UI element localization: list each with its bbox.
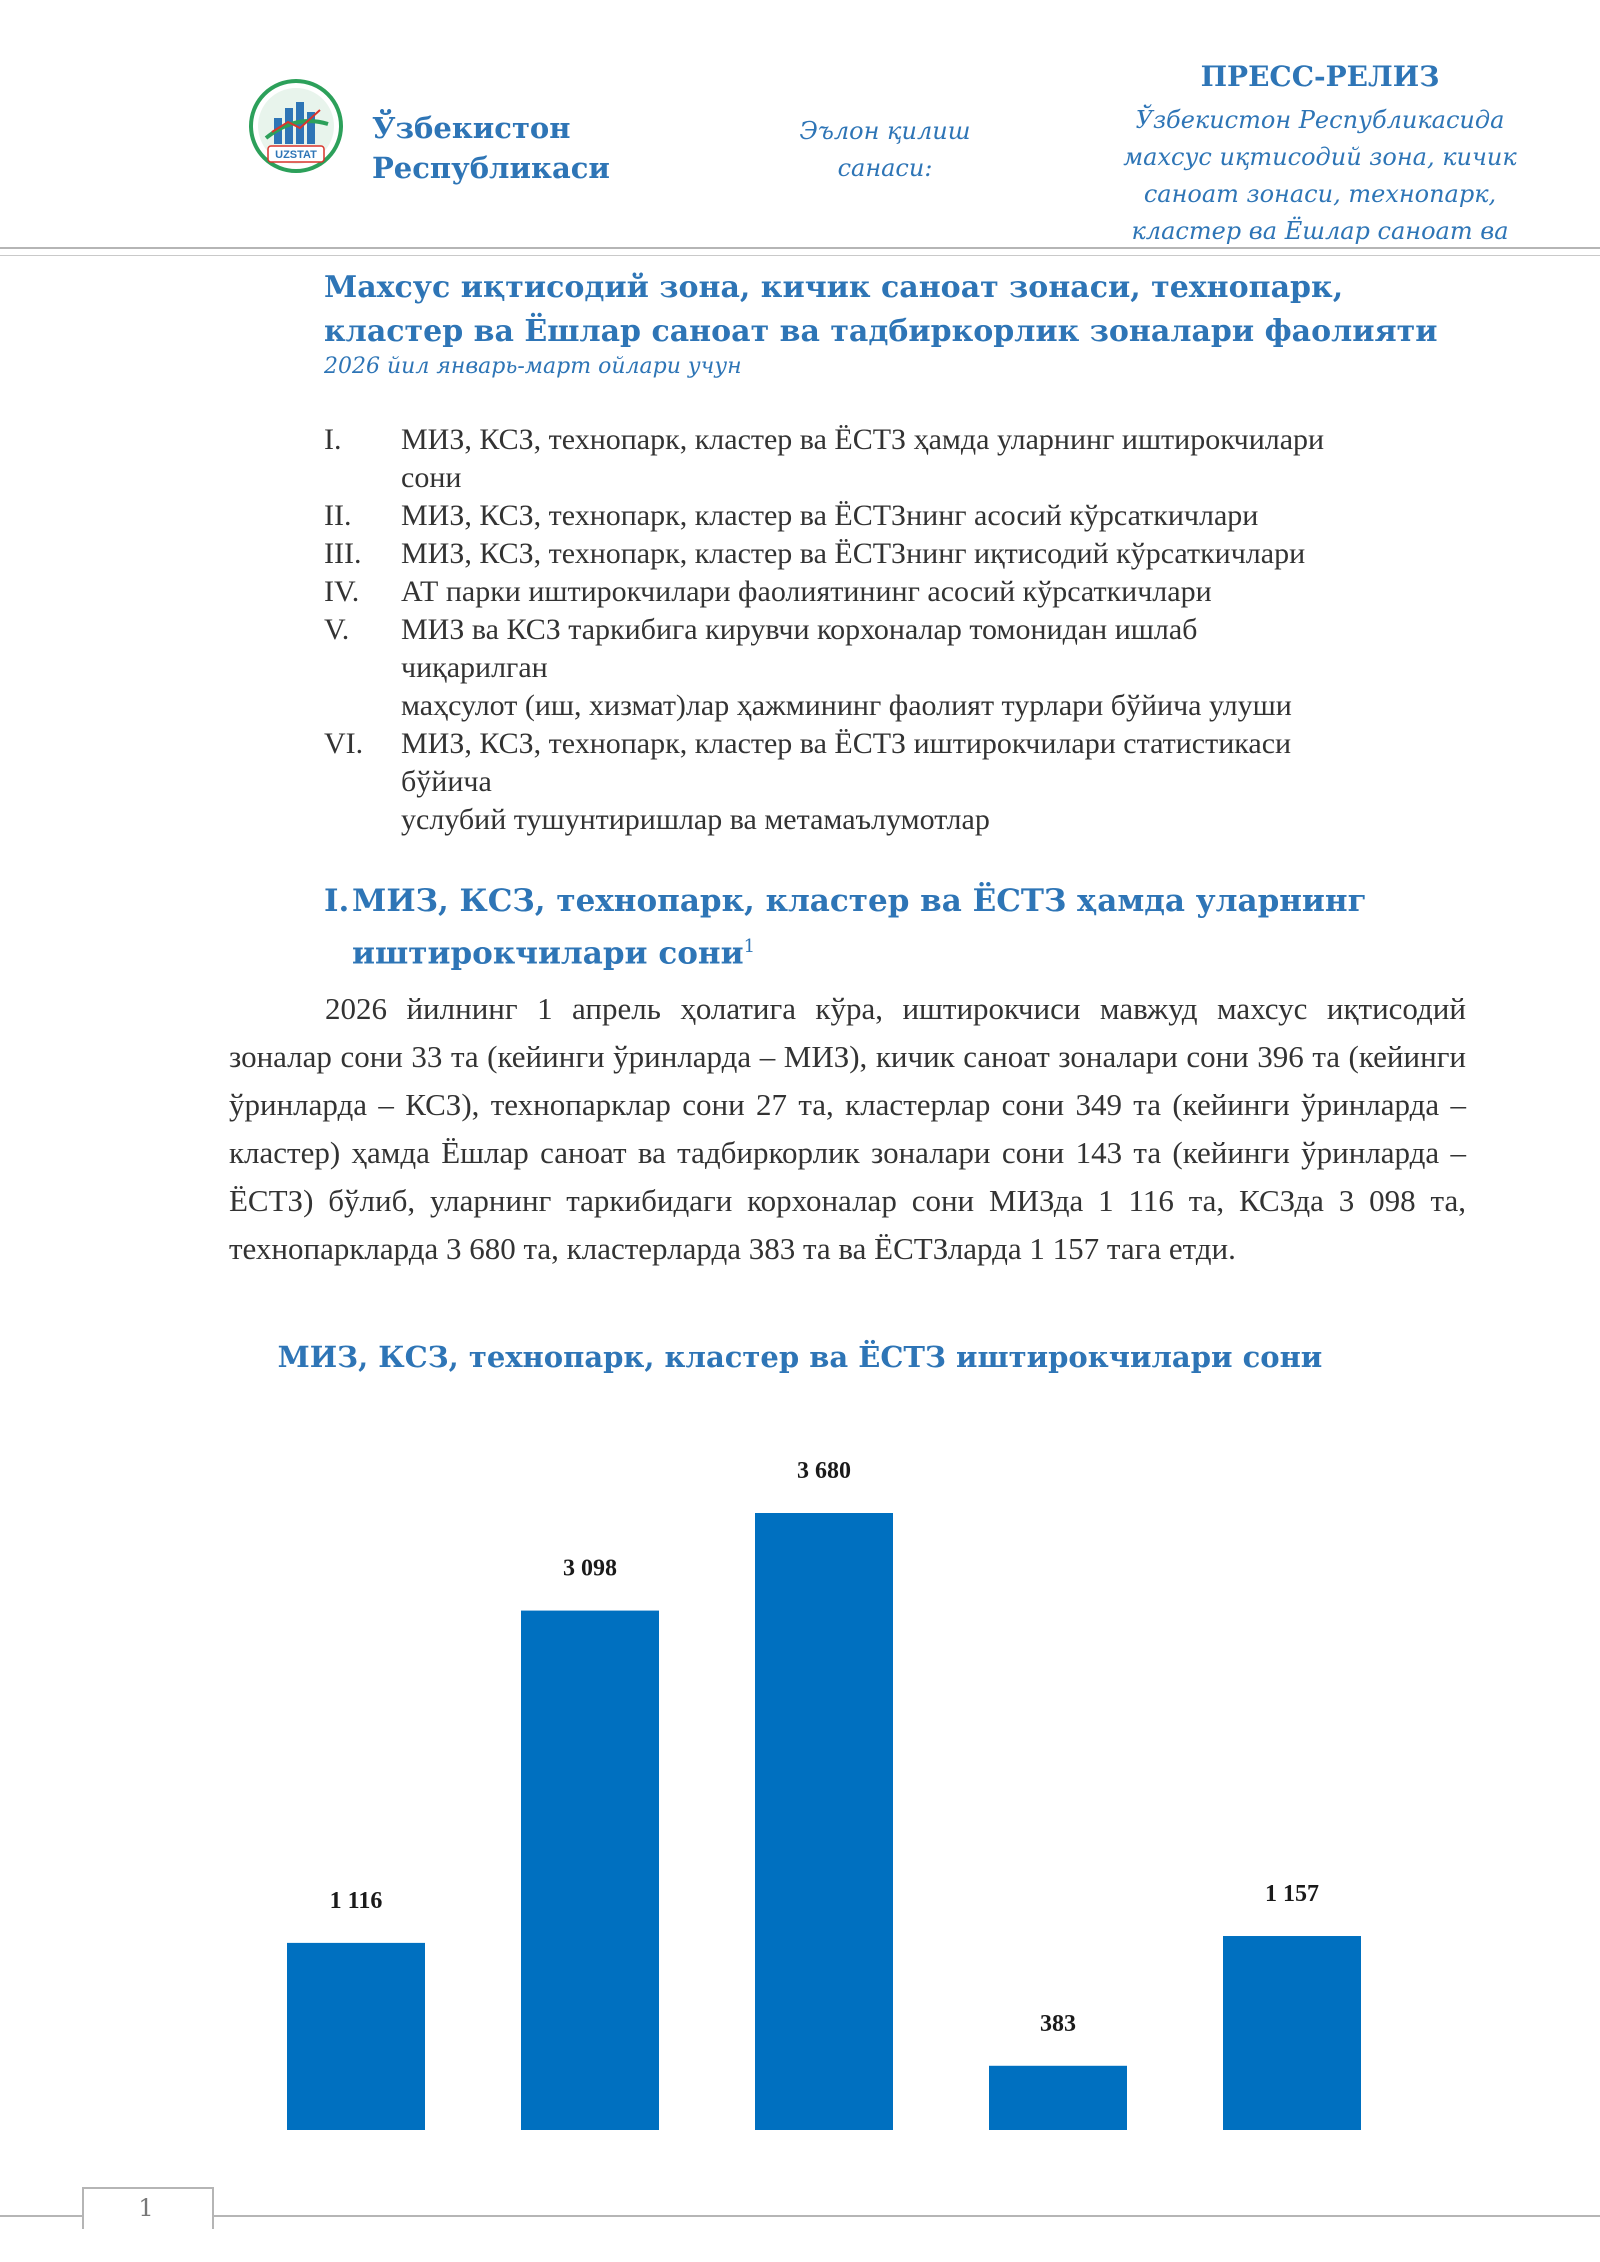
footer-divider [0,2215,1600,2217]
organization-name [372,108,612,188]
toc-item [324,573,1454,611]
toc-item-text [401,725,1454,839]
chart-bar [989,2066,1127,2130]
announcement-line-2: санаси: [837,154,933,182]
toc-item-line: услубий тушунтиришлар ва метамаълумотлар [401,803,990,836]
chart-bar [287,1943,425,2130]
toc-item-line: бўйича [401,765,492,798]
toc-item-text [401,573,1454,611]
chart-data-label: 3 680 [797,1458,851,1484]
toc-item-text [401,421,1454,497]
chart-bar [521,1611,659,2130]
toc-item-line: МИЗ, КСЗ, технопарк, кластер ва ЁСТЗ ҳамда уларнинг иштирокчилари [401,423,1325,456]
chart-bar [755,1513,893,2130]
section-paragraph: 2026 йилнинг 1 апрель ҳолатига кўра, иштирокчиси мавжуд махсус иқтисодий зоналар сони 33 та (кейинги ўринларда – МИЗ), кичик саноат зоналари сони 396 та (кейинги ўринларда – КСЗ), технопарклар сони 27 та, кластерлар сони 349 та (кейинги ўринларда – кластер) ҳамда Ёшлар саноат ва тадбиркорлик зоналари сони 143 та (кейинги ўринларда – ЁСТЗ) бўлиб, уларнинг таркибидаги корхоналар сони МИЗда 1 116 та, КСЗда 3 098 та, технопаркларда 3 680 та, кластерларда 383 та ва ЁСТЗларда 1 157 тага етди. [229,991,1466,1266]
footnote-mark: 1 [743,936,756,957]
toc-item-line: МИЗ ва КСЗ таркибига кирувчи корхоналар томонидан ишлаб [401,613,1198,646]
toc-item-number: III. [324,537,362,570]
header-divider-thin [0,255,1600,256]
chart-data-label: 3 098 [563,1555,617,1582]
toc-item-number: VI. [324,727,364,760]
toc-item-number: II. [324,499,352,532]
toc-item-line: АТ парки иштирокчилари фаолиятининг асосий кўрсаткичлари [401,575,1212,608]
toc-item-text [401,497,1454,535]
press-release-subtitle: Ўзбекистон Республикасида махсус иқтисодий зона, кичик саноат зонаси, технопарк, кластер ва Ёшлар саноат ва [1123,106,1517,245]
org-line-2: Республикаси [372,151,610,185]
toc-item [324,611,1454,725]
logo-text: UZSTAT [275,149,317,161]
toc-item [324,421,1454,497]
toc-item-line: МИЗ, КСЗ, технопарк, кластер ва ЁСТЗнинг асосий кўрсаткичлари [401,499,1259,532]
page-number: 1 [138,2194,154,2222]
bar-chart [200,1390,1400,2170]
section-title-text: МИЗ, КСЗ, технопарк, кластер ва ЁСТЗ ҳамда уларнинг иштирокчилари сони [352,883,1367,972]
header-divider [0,247,1600,249]
toc-item [324,725,1454,839]
section-number: I. [324,883,350,919]
chart-title: МИЗ, КСЗ, технопарк, кластер ва ЁСТЗ иштирокчилари сони [277,1340,1323,1374]
toc-item-line: маҳсулот (иш, хизмат)лар ҳажмининг фаолият турлари бўйича улуши [401,689,1292,722]
chart-bar [1223,1936,1361,2130]
org-line-1: Ўзбекистон [372,111,571,145]
chart-data-label: 1 116 [329,1887,383,1914]
section-title [352,878,1372,976]
toc-item-text [401,535,1454,573]
chart-data-label: 383 [1040,2010,1076,2037]
toc-item-line: МИЗ, КСЗ, технопарк, кластер ва ЁСТЗнинг иқтисодий кўрсаткичлари [401,537,1306,570]
uzstat-logo [248,78,344,174]
toc-item-line: МИЗ, КСЗ, технопарк, кластер ва ЁСТЗ иштирокчилари статистикаси [401,727,1292,760]
document-title: Махсус иқтисодий зона, кичик саноат зонаси, технопарк, кластер ва Ёшлар саноат ва тадбиркорлик зоналари фаолияти [324,270,1438,349]
announcement-line-1: Эълон қилиш [799,117,971,145]
toc-item [324,535,1454,573]
toc-item [324,497,1454,535]
press-release-title: ПРЕСС-РЕЛИЗ [1200,60,1440,93]
document-period: 2026 йил январь-март ойлари учун [324,354,742,379]
announcement-date-label [790,113,980,187]
toc-item-number: I. [324,423,342,456]
table-of-contents [324,421,1454,839]
toc-item-line: чиқарилган [401,651,548,684]
toc-item-line: сони [401,461,462,494]
chart-data-label: 1 157 [1265,1881,1319,1908]
toc-item-number: IV. [324,575,360,608]
toc-item-number: V. [324,613,350,646]
toc-item-text [401,611,1454,725]
